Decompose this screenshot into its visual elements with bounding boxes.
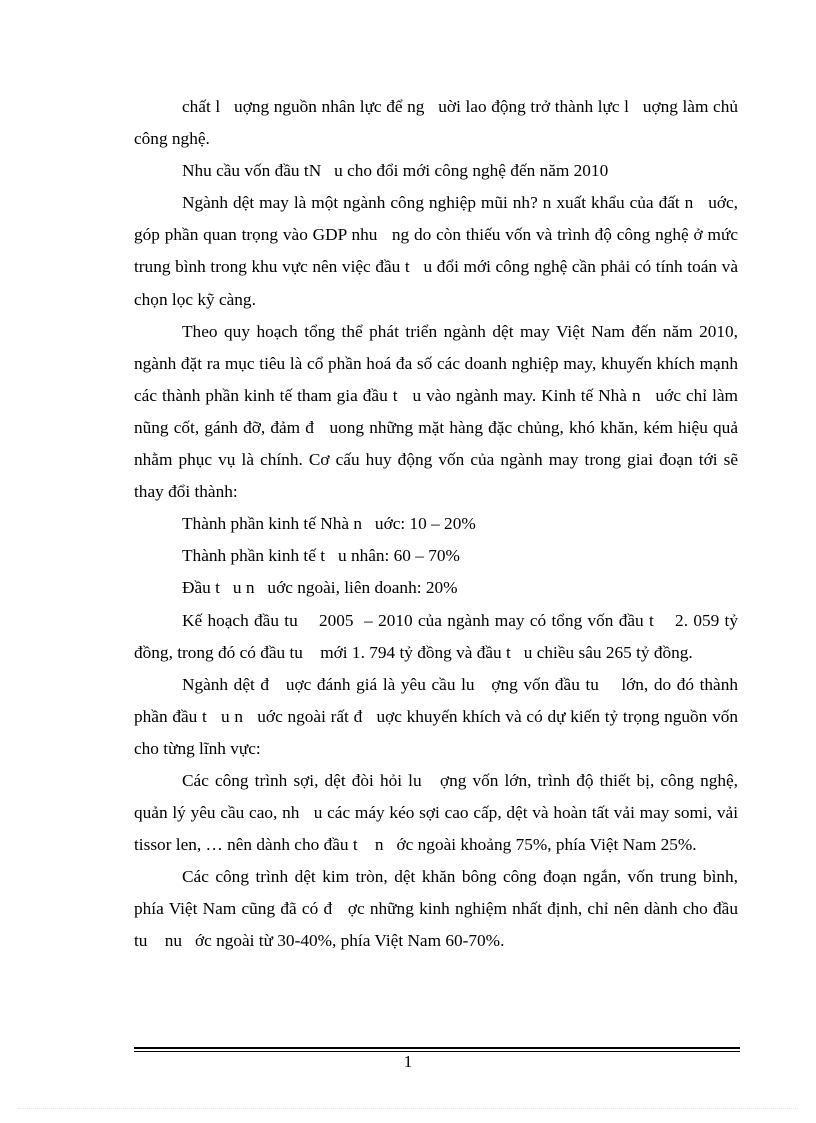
page-number: 1 bbox=[403, 1052, 413, 1071]
paragraph: Kế hoạch đầu tu 2005 – 2010 của ngành may có tổng vốn đầu t 2. 059 tỷ đồng, trong đó có đầu tu mới 1. 794 tỷ đồng và đầu t u chiều sâu 265 tỷ đồng. bbox=[134, 610, 743, 662]
paragraph: Các công trình dệt kim tròn, dệt khăn bông công đoạn ngắn, vốn trung bình, phía Việt Nam cũng đã có đ ợc những kinh nghiệm nhất định, chỉ nên dành cho đầu tu nu ớc ngoài từ 30-40%, phía Việt Nam 60-70%. bbox=[134, 867, 743, 951]
paragraph: Ngành dệt đ uợc đánh giá là yêu cầu lu ợng vốn đầu tu lớn, do đó thành phần đầu t u n uớc ngoài rất đ uợc khuyến khích và có dự kiến tỷ trọng nguồn vốn cho từng lĩnh vực: bbox=[134, 674, 743, 758]
paragraph: Theo quy hoạch tổng thể phát triển ngành dệt may Việt Nam đến năm 2010, ngành đặt ra mục tiêu là cổ phần hoá đa số các doanh nghiệp may, khuyến khích mạnh các thành phần kinh tế tham gia đầu t u vào ngành may. Kinh tế Nhà n uớc chỉ làm nũng cốt, gánh đỡ, đảm đ uong những mặt hàng đặc chủng, khó khăn, kém hiệu quả nhằm phục vụ là chính. Cơ cấu huy động vốn của ngành may trong giai đoạn tới sẽ thay đổi thành: bbox=[134, 321, 743, 502]
paragraph: Các công trình sợi, dệt đòi hỏi lu ợng vốn lớn, trình độ thiết bị, công nghệ, quản lý yêu cầu cao, nh u các máy kéo sợi cao cấp, dệt và hoàn tất vải may somi, vải tissor len, … nên dành cho đầu t n ớc ngoài khoảng 75%, phía Việt Nam 25%. bbox=[134, 770, 743, 855]
paragraph: Nhu cầu vốn đầu tN u cho đổi mới công nghệ đến năm 2010 bbox=[182, 161, 609, 181]
paragraph: Ngành dệt may là một ngành công nghiệp mũi nh? n xuất khẩu của đất n uớc, góp phần quan trọng vào GDP nhu ng do còn thiếu vốn và trình độ công nghệ ở mức trung bình trong khu vực nên việc đầu t u đổi mới công nghệ cần phải có tính toán và chọn lọc kỹ càng. bbox=[134, 193, 743, 309]
paragraph: Thành phần kinh tế t u nhân: 60 – 70% bbox=[182, 546, 460, 566]
page-edge-divider bbox=[18, 1108, 798, 1109]
paragraph: Đầu t u n uớc ngoài, liên doanh: 20% bbox=[182, 578, 458, 598]
paragraph: Thành phần kinh tế Nhà n uớc: 10 – 20% bbox=[182, 514, 476, 534]
document-body bbox=[134, 91, 743, 958]
paragraph: chất l uợng nguồn nhân lực để ng uời lao động trở thành lực l uợng làm chủ công nghệ. bbox=[134, 97, 743, 149]
footer-rule-top bbox=[134, 1047, 740, 1049]
